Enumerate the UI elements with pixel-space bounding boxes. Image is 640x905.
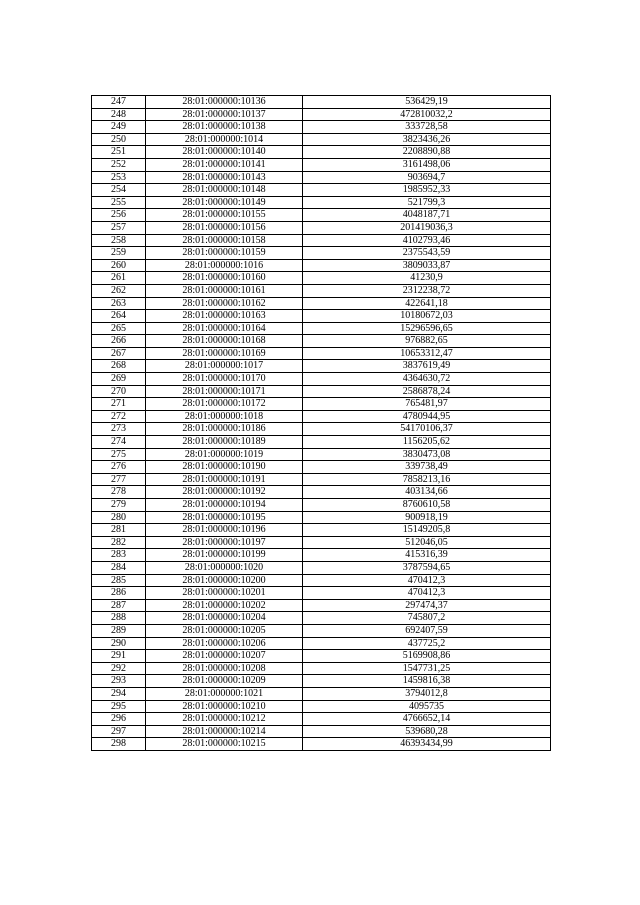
row-number-cell: 258 bbox=[92, 234, 146, 247]
cadastral-number-cell: 28:01:000000:10195 bbox=[146, 511, 303, 524]
cadastral-number-cell: 28:01:000000:10191 bbox=[146, 473, 303, 486]
value-cell: 470412,3 bbox=[303, 574, 551, 587]
cadastral-number-cell: 28:01:000000:1020 bbox=[146, 561, 303, 574]
row-number-cell: 272 bbox=[92, 410, 146, 423]
row-number-cell: 265 bbox=[92, 322, 146, 335]
cadastral-number-cell: 28:01:000000:10200 bbox=[146, 574, 303, 587]
cadastral-number-cell: 28:01:000000:1016 bbox=[146, 259, 303, 272]
table-row bbox=[92, 713, 551, 726]
cadastral-number-cell: 28:01:000000:10140 bbox=[146, 146, 303, 159]
table-row bbox=[92, 499, 551, 512]
value-cell: 4048187,71 bbox=[303, 209, 551, 222]
cadastral-number-cell: 28:01:000000:10136 bbox=[146, 96, 303, 109]
value-cell: 1459816,38 bbox=[303, 675, 551, 688]
table-row bbox=[92, 448, 551, 461]
cadastral-number-cell: 28:01:000000:10209 bbox=[146, 675, 303, 688]
value-cell: 2375543,59 bbox=[303, 247, 551, 260]
row-number-cell: 285 bbox=[92, 574, 146, 587]
table-row bbox=[92, 196, 551, 209]
table-row bbox=[92, 587, 551, 600]
table-row bbox=[92, 511, 551, 524]
table-row bbox=[92, 675, 551, 688]
cadastral-number-cell: 28:01:000000:10215 bbox=[146, 738, 303, 751]
row-number-cell: 276 bbox=[92, 461, 146, 474]
table-row bbox=[92, 221, 551, 234]
value-cell: 2312238,72 bbox=[303, 284, 551, 297]
table-row bbox=[92, 247, 551, 260]
table-row bbox=[92, 662, 551, 675]
table-row bbox=[92, 725, 551, 738]
value-cell: 3830473,08 bbox=[303, 448, 551, 461]
table-row bbox=[92, 171, 551, 184]
value-cell: 4780944,95 bbox=[303, 410, 551, 423]
row-number-cell: 295 bbox=[92, 700, 146, 713]
row-number-cell: 296 bbox=[92, 713, 146, 726]
value-cell: 41230,9 bbox=[303, 272, 551, 285]
value-cell: 4102793,46 bbox=[303, 234, 551, 247]
table-row bbox=[92, 486, 551, 499]
table-row bbox=[92, 158, 551, 171]
table-row bbox=[92, 133, 551, 146]
row-number-cell: 279 bbox=[92, 499, 146, 512]
row-number-cell: 266 bbox=[92, 335, 146, 348]
value-cell: 765481,97 bbox=[303, 398, 551, 411]
row-number-cell: 282 bbox=[92, 536, 146, 549]
cadastral-number-cell: 28:01:000000:10204 bbox=[146, 612, 303, 625]
cadastral-number-cell: 28:01:000000:10141 bbox=[146, 158, 303, 171]
cadastral-number-cell: 28:01:000000:10163 bbox=[146, 310, 303, 323]
table-row bbox=[92, 360, 551, 373]
row-number-cell: 257 bbox=[92, 221, 146, 234]
table-row bbox=[92, 108, 551, 121]
value-cell: 46393434,99 bbox=[303, 738, 551, 751]
cadastral-number-cell: 28:01:000000:1021 bbox=[146, 687, 303, 700]
row-number-cell: 288 bbox=[92, 612, 146, 625]
cadastral-number-cell: 28:01:000000:10205 bbox=[146, 624, 303, 637]
value-cell: 437725,2 bbox=[303, 637, 551, 650]
row-number-cell: 289 bbox=[92, 624, 146, 637]
table-row bbox=[92, 574, 551, 587]
cadastral-number-cell: 28:01:000000:1014 bbox=[146, 133, 303, 146]
cadastral-number-cell: 28:01:000000:10158 bbox=[146, 234, 303, 247]
row-number-cell: 250 bbox=[92, 133, 146, 146]
table-row bbox=[92, 184, 551, 197]
table-row bbox=[92, 284, 551, 297]
table-row bbox=[92, 612, 551, 625]
table-row bbox=[92, 738, 551, 751]
table-row bbox=[92, 347, 551, 360]
table-row bbox=[92, 624, 551, 637]
cadastral-number-cell: 28:01:000000:10197 bbox=[146, 536, 303, 549]
value-cell: 3794012,8 bbox=[303, 687, 551, 700]
value-cell: 2586878,24 bbox=[303, 385, 551, 398]
table-row bbox=[92, 687, 551, 700]
row-number-cell: 277 bbox=[92, 473, 146, 486]
table-row bbox=[92, 650, 551, 663]
row-number-cell: 273 bbox=[92, 423, 146, 436]
value-cell: 3809033,87 bbox=[303, 259, 551, 272]
row-number-cell: 292 bbox=[92, 662, 146, 675]
value-cell: 536429,19 bbox=[303, 96, 551, 109]
row-number-cell: 287 bbox=[92, 599, 146, 612]
table-row bbox=[92, 297, 551, 310]
table-row bbox=[92, 637, 551, 650]
value-cell: 403134,66 bbox=[303, 486, 551, 499]
cadastral-number-cell: 28:01:000000:10159 bbox=[146, 247, 303, 260]
table-row bbox=[92, 146, 551, 159]
table-row bbox=[92, 121, 551, 134]
value-cell: 422641,18 bbox=[303, 297, 551, 310]
table-row bbox=[92, 335, 551, 348]
table-row bbox=[92, 599, 551, 612]
row-number-cell: 290 bbox=[92, 637, 146, 650]
cadastral-number-cell: 28:01:000000:10156 bbox=[146, 221, 303, 234]
table-row bbox=[92, 234, 551, 247]
value-cell: 3161498,06 bbox=[303, 158, 551, 171]
table-row bbox=[92, 561, 551, 574]
row-number-cell: 298 bbox=[92, 738, 146, 751]
cadastral-number-cell: 28:01:000000:10138 bbox=[146, 121, 303, 134]
cadastral-number-cell: 28:01:000000:10194 bbox=[146, 499, 303, 512]
value-cell: 10180672,03 bbox=[303, 310, 551, 323]
row-number-cell: 278 bbox=[92, 486, 146, 499]
table-body bbox=[92, 96, 551, 751]
value-cell: 900918,19 bbox=[303, 511, 551, 524]
table-row bbox=[92, 549, 551, 562]
value-cell: 3823436,26 bbox=[303, 133, 551, 146]
row-number-cell: 267 bbox=[92, 347, 146, 360]
cadastral-number-cell: 28:01:000000:10212 bbox=[146, 713, 303, 726]
row-number-cell: 268 bbox=[92, 360, 146, 373]
cadastral-number-cell: 28:01:000000:10207 bbox=[146, 650, 303, 663]
row-number-cell: 286 bbox=[92, 587, 146, 600]
table-row bbox=[92, 398, 551, 411]
value-cell: 7858213,16 bbox=[303, 473, 551, 486]
table-row bbox=[92, 524, 551, 537]
value-cell: 470412,3 bbox=[303, 587, 551, 600]
row-number-cell: 291 bbox=[92, 650, 146, 663]
value-cell: 4364630,72 bbox=[303, 373, 551, 386]
value-cell: 1156205,62 bbox=[303, 436, 551, 449]
value-cell: 4095735 bbox=[303, 700, 551, 713]
cadastral-number-cell: 28:01:000000:1017 bbox=[146, 360, 303, 373]
cadastral-number-cell: 28:01:000000:10186 bbox=[146, 423, 303, 436]
row-number-cell: 249 bbox=[92, 121, 146, 134]
row-number-cell: 263 bbox=[92, 297, 146, 310]
row-number-cell: 270 bbox=[92, 385, 146, 398]
value-cell: 539680,28 bbox=[303, 725, 551, 738]
row-number-cell: 283 bbox=[92, 549, 146, 562]
value-cell: 745807,2 bbox=[303, 612, 551, 625]
row-number-cell: 275 bbox=[92, 448, 146, 461]
row-number-cell: 264 bbox=[92, 310, 146, 323]
row-number-cell: 259 bbox=[92, 247, 146, 260]
value-cell: 976882,65 bbox=[303, 335, 551, 348]
cadastral-number-cell: 28:01:000000:10162 bbox=[146, 297, 303, 310]
value-cell: 333728,58 bbox=[303, 121, 551, 134]
cadastral-number-cell: 28:01:000000:10168 bbox=[146, 335, 303, 348]
table-row bbox=[92, 410, 551, 423]
row-number-cell: 262 bbox=[92, 284, 146, 297]
cadastral-number-cell: 28:01:000000:10160 bbox=[146, 272, 303, 285]
value-cell: 1547731,25 bbox=[303, 662, 551, 675]
table-row bbox=[92, 385, 551, 398]
row-number-cell: 281 bbox=[92, 524, 146, 537]
cadastral-number-cell: 28:01:000000:10202 bbox=[146, 599, 303, 612]
table-row bbox=[92, 259, 551, 272]
row-number-cell: 252 bbox=[92, 158, 146, 171]
cadastral-number-cell: 28:01:000000:10164 bbox=[146, 322, 303, 335]
table-row bbox=[92, 272, 551, 285]
row-number-cell: 284 bbox=[92, 561, 146, 574]
row-number-cell: 251 bbox=[92, 146, 146, 159]
table-row bbox=[92, 536, 551, 549]
row-number-cell: 294 bbox=[92, 687, 146, 700]
row-number-cell: 271 bbox=[92, 398, 146, 411]
row-number-cell: 247 bbox=[92, 96, 146, 109]
row-number-cell: 293 bbox=[92, 675, 146, 688]
value-cell: 2208890,88 bbox=[303, 146, 551, 159]
table-row bbox=[92, 96, 551, 109]
table-row bbox=[92, 373, 551, 386]
value-cell: 15149205,8 bbox=[303, 524, 551, 537]
value-cell: 3787594,65 bbox=[303, 561, 551, 574]
row-number-cell: 269 bbox=[92, 373, 146, 386]
cadastral-number-cell: 28:01:000000:10148 bbox=[146, 184, 303, 197]
row-number-cell: 261 bbox=[92, 272, 146, 285]
cadastral-number-cell: 28:01:000000:10172 bbox=[146, 398, 303, 411]
row-number-cell: 248 bbox=[92, 108, 146, 121]
row-number-cell: 255 bbox=[92, 196, 146, 209]
cadastral-number-cell: 28:01:000000:10169 bbox=[146, 347, 303, 360]
row-number-cell: 280 bbox=[92, 511, 146, 524]
row-number-cell: 256 bbox=[92, 209, 146, 222]
cadastral-number-cell: 28:01:000000:10170 bbox=[146, 373, 303, 386]
value-cell: 297474,37 bbox=[303, 599, 551, 612]
value-cell: 10653312,47 bbox=[303, 347, 551, 360]
table-row bbox=[92, 322, 551, 335]
cadastral-number-cell: 28:01:000000:10189 bbox=[146, 436, 303, 449]
value-cell: 3837619,49 bbox=[303, 360, 551, 373]
cadastral-number-cell: 28:01:000000:10199 bbox=[146, 549, 303, 562]
value-cell: 15296596,65 bbox=[303, 322, 551, 335]
table-row bbox=[92, 436, 551, 449]
value-cell: 512046,05 bbox=[303, 536, 551, 549]
cadastral-number-cell: 28:01:000000:10208 bbox=[146, 662, 303, 675]
value-cell: 903694,7 bbox=[303, 171, 551, 184]
cadastral-number-cell: 28:01:000000:10201 bbox=[146, 587, 303, 600]
cadastral-number-cell: 28:01:000000:1019 bbox=[146, 448, 303, 461]
cadastral-number-cell: 28:01:000000:10143 bbox=[146, 171, 303, 184]
row-number-cell: 254 bbox=[92, 184, 146, 197]
cadastral-number-cell: 28:01:000000:10149 bbox=[146, 196, 303, 209]
row-number-cell: 260 bbox=[92, 259, 146, 272]
value-cell: 472810032,2 bbox=[303, 108, 551, 121]
cadastral-number-cell: 28:01:000000:10196 bbox=[146, 524, 303, 537]
cadastral-number-cell: 28:01:000000:10171 bbox=[146, 385, 303, 398]
cadastral-number-cell: 28:01:000000:10161 bbox=[146, 284, 303, 297]
cadastral-number-cell: 28:01:000000:10155 bbox=[146, 209, 303, 222]
value-cell: 692407,59 bbox=[303, 624, 551, 637]
cadastral-number-cell: 28:01:000000:10210 bbox=[146, 700, 303, 713]
cadastral-number-cell: 28:01:000000:10214 bbox=[146, 725, 303, 738]
value-cell: 201419036,3 bbox=[303, 221, 551, 234]
table-row bbox=[92, 461, 551, 474]
row-number-cell: 253 bbox=[92, 171, 146, 184]
row-number-cell: 297 bbox=[92, 725, 146, 738]
cadastral-number-cell: 28:01:000000:10137 bbox=[146, 108, 303, 121]
table-row bbox=[92, 473, 551, 486]
table-row bbox=[92, 310, 551, 323]
cadastral-number-cell: 28:01:000000:10190 bbox=[146, 461, 303, 474]
value-cell: 4766652,14 bbox=[303, 713, 551, 726]
value-cell: 1985952,33 bbox=[303, 184, 551, 197]
value-cell: 8760610,58 bbox=[303, 499, 551, 512]
table-row bbox=[92, 700, 551, 713]
value-cell: 415316,39 bbox=[303, 549, 551, 562]
cadastral-number-cell: 28:01:000000:1018 bbox=[146, 410, 303, 423]
value-cell: 521799,3 bbox=[303, 196, 551, 209]
table-row bbox=[92, 423, 551, 436]
cadastral-value-table bbox=[91, 95, 551, 751]
cadastral-number-cell: 28:01:000000:10206 bbox=[146, 637, 303, 650]
cadastral-number-cell: 28:01:000000:10192 bbox=[146, 486, 303, 499]
value-cell: 5169908,86 bbox=[303, 650, 551, 663]
row-number-cell: 274 bbox=[92, 436, 146, 449]
value-cell: 339738,49 bbox=[303, 461, 551, 474]
table-row bbox=[92, 209, 551, 222]
value-cell: 54170106,37 bbox=[303, 423, 551, 436]
